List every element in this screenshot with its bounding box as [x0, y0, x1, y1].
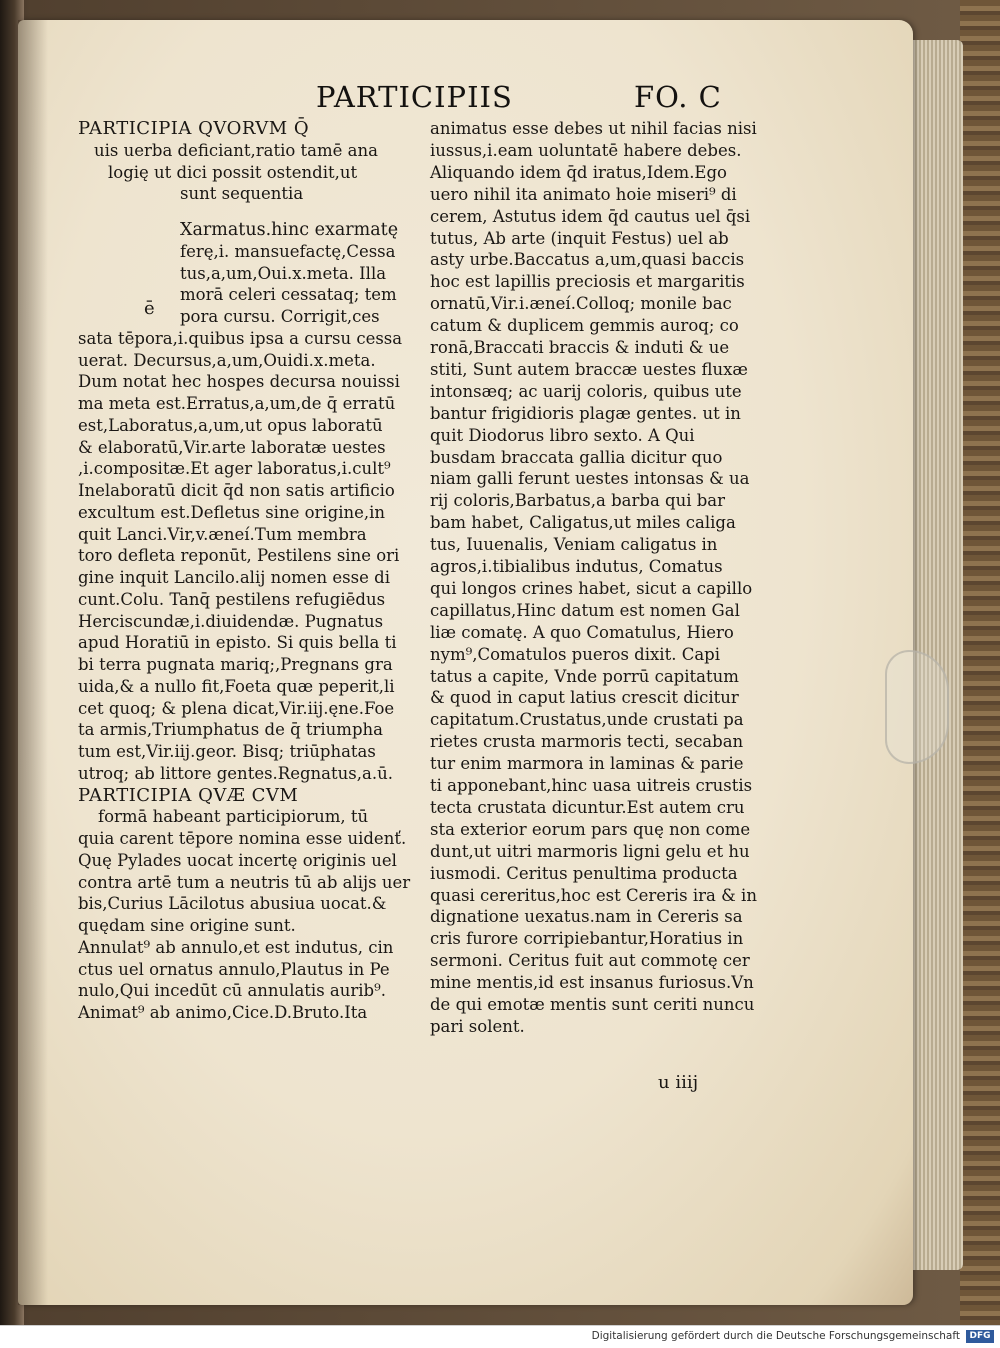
- book-page: [18, 20, 913, 1305]
- text-line: sata tēpora,i.quibus ipsa a cursu cessa: [78, 328, 403, 348]
- text-line: tum est,Vir.iij.geor. Bisq; triūphatas: [78, 742, 376, 761]
- text-line: capillatus,Hinc datum est nomen Gal: [430, 600, 740, 620]
- text-line: hoc est lapillis preciosis et margaritis: [430, 272, 745, 292]
- text-line: tatus a capite, Vnde porrū capitatum: [430, 666, 739, 686]
- text-line: tur enim marmora in laminas & parie: [430, 754, 744, 774]
- text-line: PARTICIPIA QVÆ CVM: [78, 784, 299, 806]
- running-title: PARTICIPIIS: [316, 80, 513, 114]
- footer-bar: [0, 1325, 1000, 1348]
- text-line: logię ut dici possit ostendit,ut: [108, 162, 358, 182]
- text-line: ctus uel ornatus annulo,Plautus in Pe: [78, 959, 390, 979]
- text-line: pora cursu. Corrigit,ces: [180, 307, 380, 326]
- text-line: bam habet, Caligatus,ut miles caliga: [430, 513, 736, 533]
- text-line: bis,Curius Lācilotus abusiua uocat.&: [78, 894, 387, 914]
- text-line: iusmodi. Ceritus penultima producta: [430, 863, 738, 883]
- text-line: tecta crustata dicuntur.Est autem cru: [430, 797, 745, 817]
- text-line: cunt.Colu. Tanq̄ pestilens refugiēdus: [78, 589, 386, 609]
- text-line: busdam braccata gallia dicitur quo: [430, 447, 723, 467]
- margin-mark: ē: [144, 298, 155, 319]
- text-line: ornatū,Vir.i.æneí.Colloq; monile bac: [430, 294, 732, 314]
- text-line: tus, Iuuenalis, Veniam caligatus in: [430, 535, 718, 555]
- text-line: ronā,Braccati braccis & induti & ue: [430, 338, 730, 357]
- text-line: animatus esse debes ut nihil facias nisi: [430, 119, 757, 138]
- text-line: cet quoq; & plena dicat,Vir.iij.ęne.Foe: [78, 698, 395, 718]
- text-line: Annulat⁹ ab annulo,et est indutus, cin: [78, 937, 394, 957]
- text-line: ferę,i. mansuefactę,Cessa: [180, 241, 396, 261]
- text-line: PARTICIPIA QVORVM Q̄: [78, 118, 310, 139]
- text-line: morā celeri cessataq; tem: [180, 285, 397, 305]
- text-line: ti apponebant,hinc uasa uitreis crustis: [430, 776, 753, 795]
- text-line: rij coloris,Barbatus,a barba qui bar: [430, 491, 726, 511]
- text-line: capitatum.Crustatus,unde crustati pa: [430, 710, 744, 730]
- text-line: stiti, Sunt autem braccæ uestes fluxæ: [430, 359, 748, 379]
- text-line: quędam sine origine sunt.: [78, 916, 296, 935]
- text-line: & elaboratū,Vir.arte laboratæ uestes: [78, 437, 386, 457]
- text-line: uida,& a nullo fit,Foeta quæ peperit,li: [78, 676, 395, 696]
- text-line: & quod in caput latius crescit dicitur: [430, 688, 739, 708]
- text-line: uis uerba deficiant,ratio tamē ana: [94, 140, 378, 160]
- text-line: agros,i.tibialibus indutus, Comatus: [430, 557, 723, 576]
- text-line: sunt sequentia: [180, 184, 304, 204]
- dfg-logo: DFG: [966, 1330, 994, 1343]
- text-line: Aliquando idem q̄d iratus,Idem.Ego: [430, 162, 727, 182]
- text-line: excultum est.Defletus sine origine,in: [78, 502, 386, 522]
- text-line: Xarmatus.hinc exarmatę: [180, 220, 399, 240]
- text-line: apud Horatiū in episto. Si quis bella ti: [78, 633, 397, 653]
- text-line: Inelaboratū dicit q̄d non satis artificio: [78, 481, 395, 500]
- text-line: dunt,ut uitri marmoris ligni gelu et hu: [430, 841, 750, 861]
- text-line: quasi cereritus,hoc est Cereris ira & in: [430, 885, 757, 905]
- text-line: cerem, Astutus idem q̄d cautus uel q̄si: [430, 206, 751, 226]
- text-line: uerat. Decursus,a,um,Ouidi.x.meta.: [78, 350, 376, 370]
- text-line: quit Diodorus libro sexto. A Qui: [430, 425, 695, 445]
- folio-number: FO. C: [634, 80, 722, 114]
- text-line: asty urbe.Baccatus a,um,quasi baccis: [430, 250, 745, 270]
- text-line: niam galli ferunt uestes intonsas & ua: [430, 469, 750, 489]
- text-line: sta exterior eorum pars quę non come: [430, 819, 751, 839]
- text-line: formā habeant participiorum, tū: [98, 807, 369, 827]
- text-line: quit Lanci.Vir,v.æneí.Tum membra: [78, 524, 367, 544]
- text-line: cris furore corripiebantur,Horatius in: [430, 929, 744, 949]
- text-line: bantur frigidioris plagæ gentes. ut in: [430, 403, 741, 423]
- text-line: mine mentis,id est insanus furiosus.Vn: [430, 973, 754, 993]
- text-line: qui longos crines habet, sicut a capillo: [430, 578, 753, 598]
- text-line: iussus,i.eam uoluntatē habere debes.: [430, 140, 742, 160]
- text-line: gine inquit Lancilo.alij nomen esse di: [78, 568, 390, 587]
- page-clip: [885, 650, 949, 764]
- text-line: uero nihil ita animato hoie miseri⁹ di: [430, 184, 737, 204]
- text-line: tutus, Ab arte (inquit Festus) uel ab: [430, 228, 729, 248]
- text-line: catum & duplicem gemmis auroq; co: [430, 316, 739, 336]
- signature-mark: u iiij: [658, 1072, 699, 1093]
- text-line: sermoni. Ceritus fuit aut commotę cer: [430, 951, 750, 971]
- text-line: quia carent tēpore nomina esse uidenť.: [78, 829, 407, 848]
- text-line: contra artē tum a neutris tū ab alijs uer: [78, 872, 411, 892]
- text-line: tus,a,um,Oui.x.meta. Illa: [180, 263, 387, 283]
- text-line: toro defleta reponūt, Pestilens sine ori: [78, 546, 400, 566]
- text-line: ,i.compositæ.Et ager laboratus,i.cult⁹: [78, 459, 391, 479]
- text-line: est,Laboratus,a,um,ut opus laboratū: [78, 415, 383, 435]
- text-line: utroq; ab littore gentes.Regnatus,a.ū.: [78, 763, 393, 783]
- text-line: nulo,Qui incedūt cū annulatis aurib⁹.: [78, 981, 386, 1001]
- text-line: de qui emotæ mentis sunt ceriti nuncu: [430, 995, 755, 1014]
- text-line: bi terra pugnata mariq;,Pregnans gra: [78, 655, 393, 674]
- text-line: liæ comatę. A quo Comatulus, Hiero: [430, 622, 734, 642]
- text-line: ta armis,Triumphatus de q̄ triumpha: [78, 720, 383, 740]
- text-line: dignatione uexatus.nam in Cereris sa: [430, 907, 743, 927]
- footer-credit: Digitalisierung gefördert durch die Deutsche Forschungsgemeinschaft: [591, 1330, 960, 1342]
- text-line: nym⁹,Comatulos pueros dixit. Capi: [430, 644, 721, 664]
- text-line: rietes crusta marmoris tecti, secaban: [430, 732, 744, 752]
- book-binding-right: [960, 0, 1000, 1325]
- text-line: Quę Pylades uocat incertę originis uel: [78, 850, 397, 870]
- text-line: pari solent.: [430, 1016, 525, 1036]
- text-line: intonsæq; ac uarij coloris, quibus ute: [430, 381, 742, 401]
- text-line: Herciscundæ,i.diuidendæ. Pugnatus: [78, 611, 384, 631]
- text-line: ma meta est.Erratus,a,um,de q̄ erratū: [78, 394, 396, 413]
- text-line: Dum notat hec hospes decursa nouissi: [78, 372, 400, 392]
- text-line: Animat⁹ ab animo,Cice.D.Bruto.Ita: [78, 1003, 368, 1022]
